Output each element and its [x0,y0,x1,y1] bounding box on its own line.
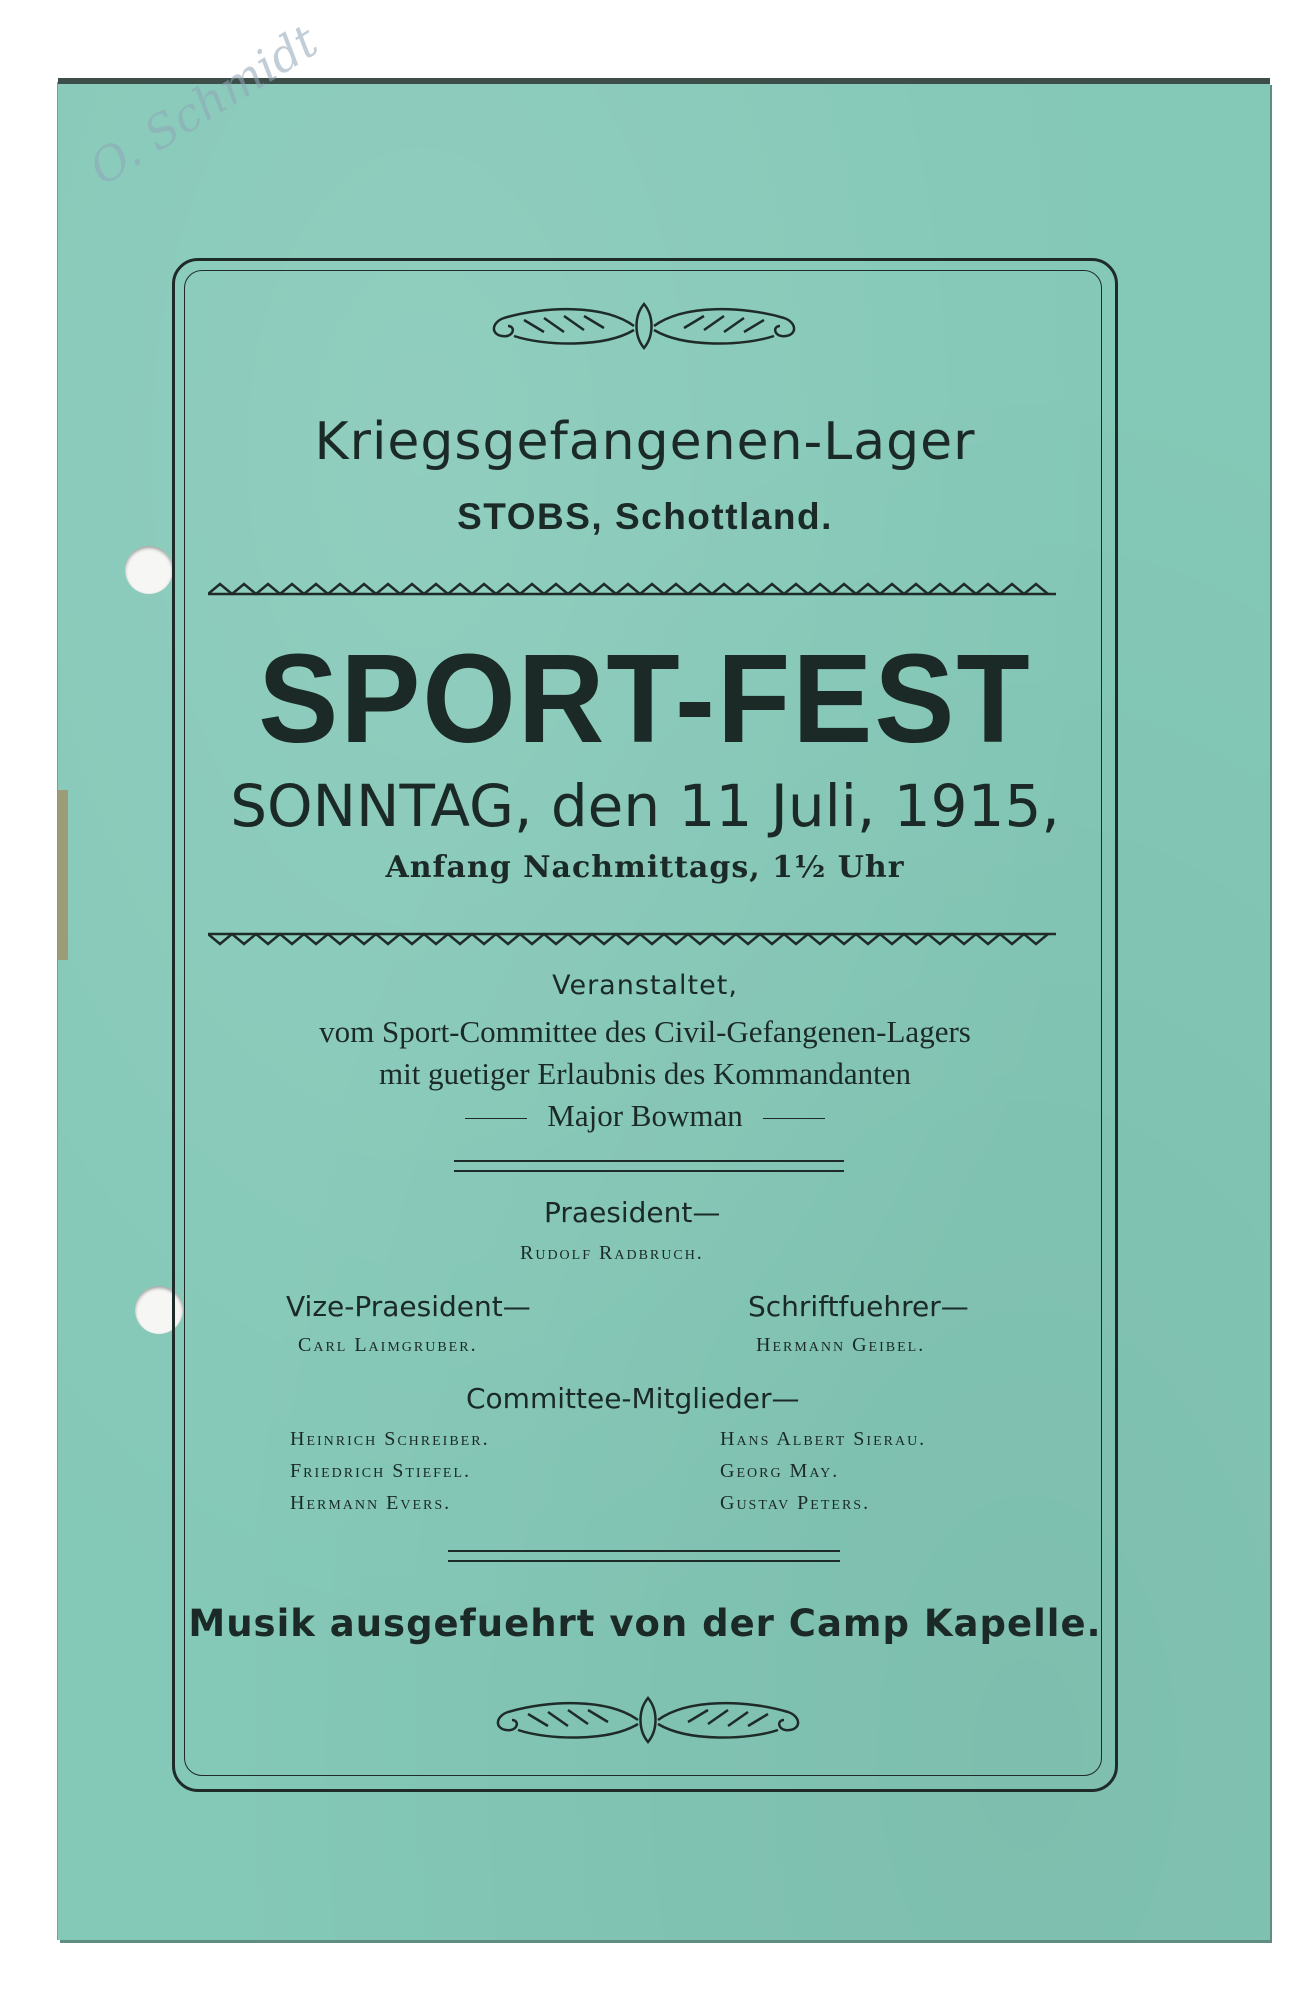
event-title: SPORT-FEST [258,628,1032,770]
member-right-1: Hans Albert Sierau. [720,1428,927,1450]
members-label: Committee-Mitglieder— [466,1382,800,1415]
organizer-permission: mit guetiger Erlaubnis des Kommandanten [378,1056,912,1091]
event-start-time: Anfang Nachmittags, 1½ Uhr [385,850,905,885]
music-credit: Musik ausgefuehrt von der Camp Kapelle. [188,1602,1102,1645]
member-right-2: Georg May. [720,1460,840,1482]
commandant-line [172,1098,1118,1134]
event-date: SONNTAG, den 11 Juli, 1915, [230,772,1060,840]
vice-president-name: Carl Laimgruber. [298,1334,478,1356]
member-right-3: Gustav Peters. [720,1492,871,1514]
organizer-committee: vom Sport-Committee des Civil-Gefangenen-Lagers [319,1014,971,1049]
dash-left [465,1118,527,1119]
vice-president-label: Vize-Praesident— [286,1290,531,1323]
spine-stain [58,790,68,960]
camp-name: Kriegsgefangenen-Lager [314,412,976,472]
zigzag-divider-top [208,580,1056,596]
secretary-name: Hermann Geibel. [756,1334,926,1356]
member-left-3: Hermann Evers. [290,1492,452,1514]
president-name: Rudolf Radbruch. [520,1242,704,1264]
punch-hole-top [125,546,173,594]
secretary-label: Schriftfuehrer— [748,1290,969,1323]
commandant-name: Major Bowman [547,1098,743,1133]
top-ornament-icon [484,296,804,356]
organizer-intro: Veranstaltet, [552,970,738,1001]
pencil-signature: O. Schmidt [80,13,327,196]
president-label: Praesident— [544,1196,721,1229]
double-rule-bottom [448,1550,840,1562]
double-rule-top [454,1160,844,1172]
dash-right [763,1118,825,1119]
member-left-1: Heinrich Schreiber. [290,1428,490,1450]
zigzag-divider-bottom [208,932,1056,948]
bottom-ornament-icon [488,1690,808,1750]
camp-location: STOBS, Schottland. [457,496,833,537]
member-left-2: Friedrich Stiefel. [290,1460,472,1482]
